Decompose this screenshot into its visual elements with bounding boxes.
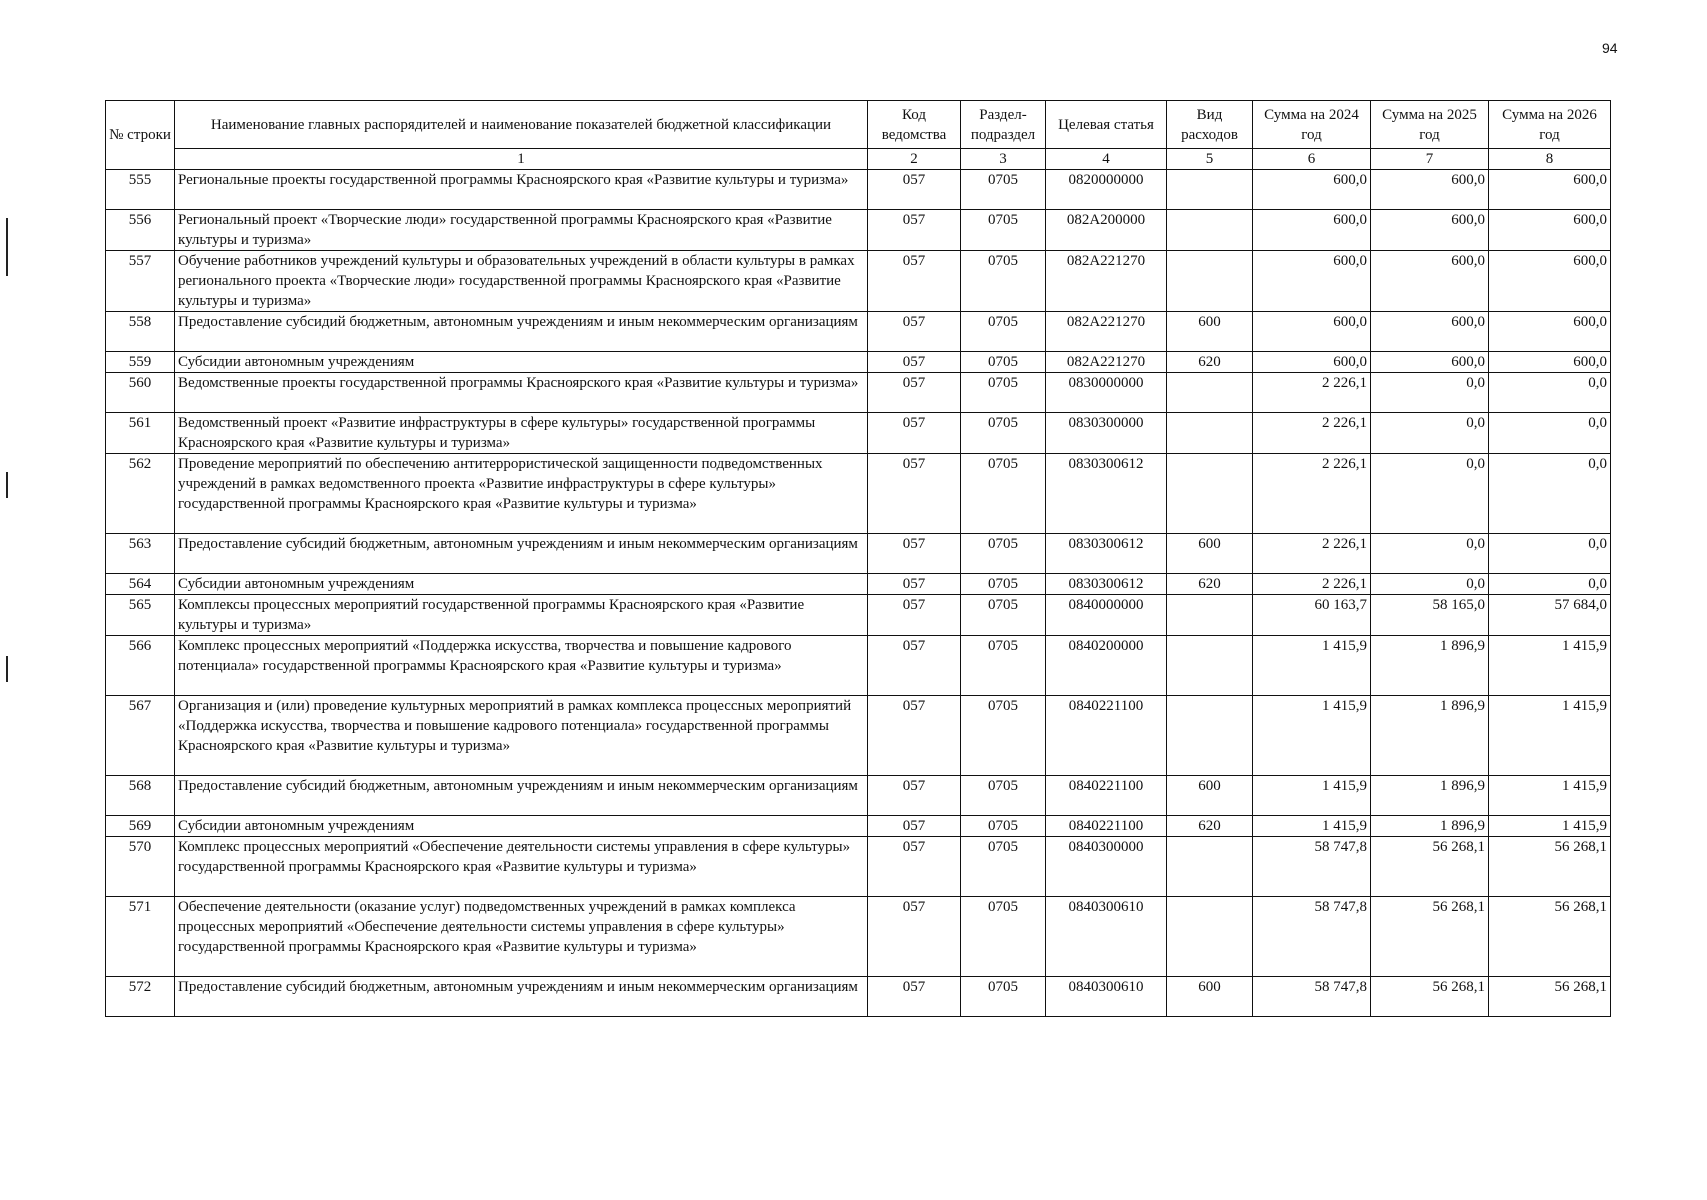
row-sum-2025: 0,0 (1371, 454, 1489, 534)
col-index-2026: 8 (1489, 149, 1611, 170)
row-department-code: 057 (868, 776, 961, 816)
row-name: Субсидии автономным учреждениям (175, 816, 868, 837)
row-sum-2024: 58 747,8 (1253, 897, 1371, 977)
row-sum-2024: 60 163,7 (1253, 595, 1371, 636)
row-number: 558 (106, 312, 175, 352)
row-name: Субсидии автономным учреждениям (175, 574, 868, 595)
row-sum-2024: 600,0 (1253, 352, 1371, 373)
col-header-2024: Сумма на 2024 год (1253, 101, 1371, 149)
table-body (106, 170, 1611, 1017)
scan-mark (6, 656, 8, 682)
row-sum-2025: 600,0 (1371, 210, 1489, 251)
table-row (106, 534, 1611, 574)
row-number: 563 (106, 534, 175, 574)
row-department-code: 057 (868, 816, 961, 837)
table-header (106, 101, 1611, 170)
row-section: 0705 (961, 897, 1046, 977)
row-sum-2025: 1 896,9 (1371, 696, 1489, 776)
row-sum-2025: 56 268,1 (1371, 977, 1489, 1017)
table-row (106, 977, 1611, 1017)
row-department-code: 057 (868, 454, 961, 534)
row-name: Региональный проект «Творческие люди» государственной программы Красноярского края «Развитие культуры и туризма» (175, 210, 868, 251)
row-target-article: 0830000000 (1046, 373, 1167, 413)
row-sum-2026: 1 415,9 (1489, 636, 1611, 696)
row-name: Предоставление субсидий бюджетным, автономным учреждениям и иным некоммерческим организациям (175, 977, 868, 1017)
row-sum-2026: 1 415,9 (1489, 816, 1611, 837)
table-row (106, 210, 1611, 251)
row-section: 0705 (961, 977, 1046, 1017)
row-name: Региональные проекты государственной программы Красноярского края «Развитие культуры и туризма» (175, 170, 868, 210)
row-sum-2025: 56 268,1 (1371, 897, 1489, 977)
row-number: 562 (106, 454, 175, 534)
col-index-type: 5 (1167, 149, 1253, 170)
row-name: Организация и (или) проведение культурных мероприятий в рамках комплекса процессных мероприятий «Поддержка искусства, творчества и повышение кадрового потенциала» государственной программы Красноярского края «Развитие культуры и туризма» (175, 696, 868, 776)
row-target-article: 0830300612 (1046, 454, 1167, 534)
row-sum-2026: 600,0 (1489, 352, 1611, 373)
row-section: 0705 (961, 170, 1046, 210)
row-sum-2024: 600,0 (1253, 170, 1371, 210)
row-department-code: 057 (868, 413, 961, 454)
page-number: 94 (1602, 40, 1618, 56)
row-department-code: 057 (868, 312, 961, 352)
row-section: 0705 (961, 574, 1046, 595)
row-expense-type (1167, 373, 1253, 413)
row-sum-2024: 1 415,9 (1253, 636, 1371, 696)
row-section: 0705 (961, 636, 1046, 696)
row-sum-2026: 0,0 (1489, 413, 1611, 454)
table-row (106, 595, 1611, 636)
row-department-code: 057 (868, 837, 961, 897)
col-index-section: 3 (961, 149, 1046, 170)
row-number: 557 (106, 251, 175, 312)
row-number: 564 (106, 574, 175, 595)
row-expense-type (1167, 897, 1253, 977)
row-expense-type (1167, 454, 1253, 534)
table-row (106, 696, 1611, 776)
col-header-article: Целевая статья (1046, 101, 1167, 149)
row-sum-2024: 1 415,9 (1253, 696, 1371, 776)
row-department-code: 057 (868, 352, 961, 373)
row-sum-2026: 56 268,1 (1489, 977, 1611, 1017)
row-expense-type: 600 (1167, 312, 1253, 352)
row-sum-2026: 0,0 (1489, 574, 1611, 595)
row-sum-2024: 2 226,1 (1253, 574, 1371, 595)
row-expense-type: 600 (1167, 977, 1253, 1017)
row-sum-2026: 600,0 (1489, 170, 1611, 210)
row-sum-2025: 58 165,0 (1371, 595, 1489, 636)
col-index-article: 4 (1046, 149, 1167, 170)
row-sum-2026: 0,0 (1489, 454, 1611, 534)
row-expense-type (1167, 413, 1253, 454)
table-row (106, 776, 1611, 816)
col-header-num: № строки (106, 101, 175, 170)
col-header-name: Наименование главных распорядителей и наименование показателей бюджетной классификации (175, 101, 868, 149)
row-expense-type (1167, 210, 1253, 251)
table-row (106, 312, 1611, 352)
row-expense-type (1167, 636, 1253, 696)
row-name: Обучение работников учреждений культуры и образовательных учреждений в области культуры в рамках регионального проекта «Творческие люди» государственной программы Красноярского края «Развитие культуры и туризма» (175, 251, 868, 312)
row-sum-2024: 2 226,1 (1253, 373, 1371, 413)
row-sum-2024: 600,0 (1253, 251, 1371, 312)
col-header-type: Вид расходов (1167, 101, 1253, 149)
row-target-article: 0840221100 (1046, 776, 1167, 816)
row-name: Субсидии автономным учреждениям (175, 352, 868, 373)
row-department-code: 057 (868, 373, 961, 413)
table-row (106, 816, 1611, 837)
row-target-article: 0830300000 (1046, 413, 1167, 454)
row-department-code: 057 (868, 595, 961, 636)
row-sum-2024: 2 226,1 (1253, 454, 1371, 534)
row-sum-2025: 0,0 (1371, 413, 1489, 454)
row-number: 569 (106, 816, 175, 837)
col-header-2025: Сумма на 2025 год (1371, 101, 1489, 149)
row-sum-2026: 1 415,9 (1489, 776, 1611, 816)
row-target-article: 0830300612 (1046, 574, 1167, 595)
table-row (106, 170, 1611, 210)
row-section: 0705 (961, 534, 1046, 574)
row-target-article: 0840000000 (1046, 595, 1167, 636)
table-row (106, 897, 1611, 977)
row-number: 555 (106, 170, 175, 210)
row-department-code: 057 (868, 897, 961, 977)
row-department-code: 057 (868, 574, 961, 595)
table-row (106, 837, 1611, 897)
row-sum-2026: 1 415,9 (1489, 696, 1611, 776)
row-sum-2026: 56 268,1 (1489, 837, 1611, 897)
table-row (106, 413, 1611, 454)
row-sum-2025: 0,0 (1371, 574, 1489, 595)
row-sum-2024: 58 747,8 (1253, 837, 1371, 897)
row-target-article: 0820000000 (1046, 170, 1167, 210)
table-row (106, 373, 1611, 413)
column-index-row (106, 149, 1611, 170)
row-department-code: 057 (868, 636, 961, 696)
row-department-code: 057 (868, 977, 961, 1017)
col-index-2025: 7 (1371, 149, 1489, 170)
table-row (106, 251, 1611, 312)
row-sum-2026: 600,0 (1489, 312, 1611, 352)
row-sum-2024: 2 226,1 (1253, 534, 1371, 574)
row-section: 0705 (961, 454, 1046, 534)
row-sum-2024: 1 415,9 (1253, 816, 1371, 837)
row-number: 570 (106, 837, 175, 897)
row-section: 0705 (961, 352, 1046, 373)
col-index-name: 1 (175, 149, 868, 170)
row-expense-type (1167, 696, 1253, 776)
row-sum-2026: 56 268,1 (1489, 897, 1611, 977)
table-row (106, 352, 1611, 373)
row-sum-2025: 0,0 (1371, 373, 1489, 413)
row-number: 565 (106, 595, 175, 636)
row-section: 0705 (961, 312, 1046, 352)
col-index-2024: 6 (1253, 149, 1371, 170)
row-sum-2024: 600,0 (1253, 210, 1371, 251)
row-name: Проведение мероприятий по обеспечению антитеррористической защищенности подведомственных учреждений в рамках ведомственного проекта «Развитие инфраструктуры в сфере культуры» государственной программы Красноярского края «Развитие культуры и туризма» (175, 454, 868, 534)
row-section: 0705 (961, 837, 1046, 897)
row-section: 0705 (961, 595, 1046, 636)
row-sum-2026: 0,0 (1489, 534, 1611, 574)
row-sum-2026: 57 684,0 (1489, 595, 1611, 636)
row-section: 0705 (961, 413, 1046, 454)
col-header-2026: Сумма на 2026 год (1489, 101, 1611, 149)
row-expense-type: 620 (1167, 816, 1253, 837)
row-sum-2026: 0,0 (1489, 373, 1611, 413)
row-expense-type: 600 (1167, 776, 1253, 816)
row-department-code: 057 (868, 251, 961, 312)
row-number: 572 (106, 977, 175, 1017)
row-target-article: 0840300000 (1046, 837, 1167, 897)
row-sum-2025: 1 896,9 (1371, 776, 1489, 816)
row-name: Обеспечение деятельности (оказание услуг) подведомственных учреждений в рамках комплекса процессных мероприятий «Обеспечение деятельности системы управления в сфере культуры» государственной программы Красноярского края «Развитие культуры и туризма» (175, 897, 868, 977)
row-name: Комплекс процессных мероприятий «Поддержка искусства, творчества и повышение кадрового потенциала» государственной программы Красноярского края «Развитие культуры и туризма» (175, 636, 868, 696)
row-sum-2024: 1 415,9 (1253, 776, 1371, 816)
table-row (106, 454, 1611, 534)
row-name: Комплекс процессных мероприятий «Обеспечение деятельности системы управления в сфере культуры» государственной программы Красноярского края «Развитие культуры и туризма» (175, 837, 868, 897)
row-name: Предоставление субсидий бюджетным, автономным учреждениям и иным некоммерческим организациям (175, 776, 868, 816)
row-number: 567 (106, 696, 175, 776)
row-section: 0705 (961, 210, 1046, 251)
row-target-article: 082A221270 (1046, 352, 1167, 373)
row-sum-2026: 600,0 (1489, 210, 1611, 251)
row-target-article: 0840221100 (1046, 696, 1167, 776)
row-number: 568 (106, 776, 175, 816)
table-row (106, 636, 1611, 696)
scan-mark (6, 472, 8, 498)
row-department-code: 057 (868, 170, 961, 210)
row-sum-2025: 600,0 (1371, 312, 1489, 352)
row-expense-type: 620 (1167, 352, 1253, 373)
row-department-code: 057 (868, 534, 961, 574)
row-target-article: 0830300612 (1046, 534, 1167, 574)
row-expense-type (1167, 595, 1253, 636)
col-header-code: Код ведомства (868, 101, 961, 149)
row-section: 0705 (961, 816, 1046, 837)
header-row (106, 101, 1611, 149)
row-name: Предоставление субсидий бюджетным, автономным учреждениям и иным некоммерческим организациям (175, 312, 868, 352)
table-row (106, 574, 1611, 595)
row-expense-type: 620 (1167, 574, 1253, 595)
row-expense-type: 600 (1167, 534, 1253, 574)
row-sum-2024: 58 747,8 (1253, 977, 1371, 1017)
row-target-article: 0840300610 (1046, 897, 1167, 977)
row-section: 0705 (961, 373, 1046, 413)
row-name: Ведомственные проекты государственной программы Красноярского края «Развитие культуры и туризма» (175, 373, 868, 413)
row-expense-type (1167, 837, 1253, 897)
row-expense-type (1167, 170, 1253, 210)
row-number: 556 (106, 210, 175, 251)
row-name: Предоставление субсидий бюджетным, автономным учреждениям и иным некоммерческим организациям (175, 534, 868, 574)
row-sum-2025: 600,0 (1371, 170, 1489, 210)
row-section: 0705 (961, 251, 1046, 312)
row-sum-2025: 56 268,1 (1371, 837, 1489, 897)
budget-table (105, 100, 1611, 1017)
scan-mark (6, 218, 8, 276)
row-number: 560 (106, 373, 175, 413)
row-name: Ведомственный проект «Развитие инфраструктуры в сфере культуры» государственной программы Красноярского края «Развитие культуры и туризма» (175, 413, 868, 454)
row-section: 0705 (961, 696, 1046, 776)
row-sum-2025: 0,0 (1371, 534, 1489, 574)
row-expense-type (1167, 251, 1253, 312)
row-target-article: 082A221270 (1046, 312, 1167, 352)
row-target-article: 082A221270 (1046, 251, 1167, 312)
col-index-code: 2 (868, 149, 961, 170)
row-department-code: 057 (868, 210, 961, 251)
row-sum-2025: 600,0 (1371, 352, 1489, 373)
row-sum-2025: 1 896,9 (1371, 636, 1489, 696)
row-sum-2026: 600,0 (1489, 251, 1611, 312)
row-target-article: 0840200000 (1046, 636, 1167, 696)
row-number: 559 (106, 352, 175, 373)
row-sum-2024: 600,0 (1253, 312, 1371, 352)
row-number: 571 (106, 897, 175, 977)
row-sum-2025: 600,0 (1371, 251, 1489, 312)
row-target-article: 082A200000 (1046, 210, 1167, 251)
row-sum-2024: 2 226,1 (1253, 413, 1371, 454)
row-number: 561 (106, 413, 175, 454)
row-section: 0705 (961, 776, 1046, 816)
row-number: 566 (106, 636, 175, 696)
row-department-code: 057 (868, 696, 961, 776)
row-target-article: 0840300610 (1046, 977, 1167, 1017)
row-name: Комплексы процессных мероприятий государственной программы Красноярского края «Развитие культуры и туризма» (175, 595, 868, 636)
row-target-article: 0840221100 (1046, 816, 1167, 837)
row-sum-2025: 1 896,9 (1371, 816, 1489, 837)
col-header-section: Раздел-подраздел (961, 101, 1046, 149)
